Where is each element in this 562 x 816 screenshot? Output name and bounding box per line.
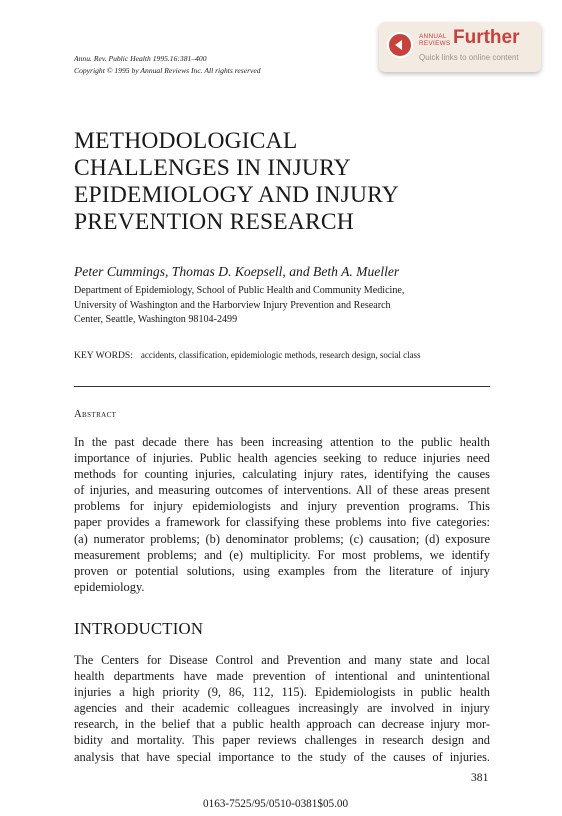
- abstract-line: of injuries, and measuring outcomes of interventions. All of these areas present: [74, 483, 490, 498]
- annual-reviews-line2: REVIEWS: [419, 40, 451, 47]
- annual-reviews-line1: ANNUAL: [419, 33, 447, 40]
- further-link-badge[interactable]: [379, 22, 541, 72]
- abstract-heading: Abstract: [74, 409, 117, 420]
- keywords: [74, 349, 421, 362]
- further-label: Further: [453, 27, 520, 48]
- abstract-line: epidemiology.: [74, 579, 145, 594]
- title-line: CHALLENGES IN INJURY: [74, 155, 351, 181]
- title-line: EPIDEMIOLOGY AND INJURY: [74, 182, 399, 208]
- affiliation-line: Department of Epidemiology, School of Public Health and Community Medicine,: [74, 285, 405, 296]
- keywords-label: KEY WORDS:: [74, 350, 133, 361]
- introduction-line: agencies and their academic colleagues increasingly are involved in injury: [74, 701, 490, 716]
- introduction-line: The Centers for Disease Control and Prevention and many state and local: [74, 653, 490, 667]
- abstract-body: [74, 434, 490, 595]
- introduction-line: research, in the belief that a public health approach can decrease injury mor-: [74, 717, 490, 732]
- affiliation: [74, 284, 404, 328]
- introduction-line: analysis that have special importance to the study of the causes of injuries.: [74, 749, 490, 764]
- article-title: [74, 128, 494, 236]
- introduction-line: health departments have made prevention of intentional and unintentional: [74, 669, 490, 684]
- footer-code: 0163-7525/95/0510-0381$05.00: [203, 798, 349, 810]
- title-line: METHODOLOGICAL: [74, 128, 298, 154]
- abstract-line: paper provides a framework for classifying these problems into five categories:: [74, 515, 490, 530]
- introduction-line: bidity and mortality. This paper reviews challenges in research design and: [74, 733, 490, 748]
- abstract-line: proven or potential solutions, using examples from the literature of injury: [74, 563, 490, 578]
- abstract-line: importance of injuries. Public health agencies seeking to reduce injuries need: [74, 451, 490, 466]
- abstract-line: methods for counting injuries, calculating injury rates, identifying the causes: [74, 467, 490, 482]
- copyright-line: Copyright © 1995 by Annual Reviews Inc. All rights reserved: [74, 66, 261, 75]
- introduction-body: [74, 652, 490, 765]
- affiliation-line: University of Washington and the Harborview Injury Prevention and Research: [74, 299, 391, 311]
- authors: Peter Cummings, Thomas D. Koepsell, and Beth A. Mueller: [74, 264, 400, 279]
- journal-ref: Annu. Rev. Public Health 1995.16:381–400: [74, 54, 207, 63]
- title-line: PREVENTION RESEARCH: [74, 209, 354, 235]
- arrow-left-icon: [387, 32, 413, 58]
- abstract-line: measurement problems; and (e) multiplicity. For most problems, we identify: [74, 547, 490, 562]
- section-divider: [74, 386, 490, 387]
- annual-reviews-logo-text: [419, 33, 451, 47]
- introduction-line: injuries a high priority (9, 86, 112, 115). Epidemiologists in public health: [74, 685, 490, 700]
- page-number: 381: [471, 771, 489, 784]
- abstract-line: In the past decade there has been increasing attention to the public health: [74, 435, 490, 449]
- introduction-heading: INTRODUCTION: [74, 619, 204, 638]
- abstract-line: (a) numerator problems; (b) denominator problems; (c) causation; (d) exposure: [74, 531, 490, 546]
- badge-tagline: Quick links to online content: [419, 53, 519, 62]
- keywords-value: accidents, classification, epidemiologic methods, research design, social class: [140, 350, 421, 360]
- abstract-line: problems for injury epidemiologists and injury prevention programs. This: [74, 499, 490, 514]
- affiliation-line: Center, Seattle, Washington 98104-2499: [74, 314, 238, 325]
